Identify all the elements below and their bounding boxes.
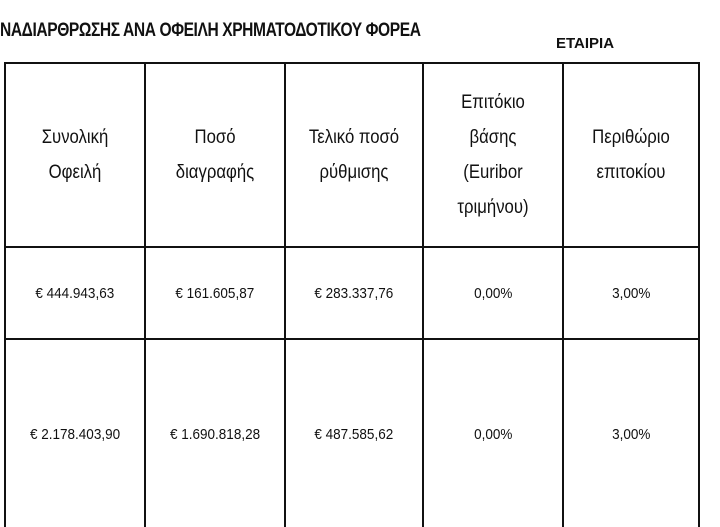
cell-total-debt: € 444.943,63 [5,247,145,339]
debt-restructuring-table [4,62,700,527]
table-row [5,339,699,527]
header-interest-margin: Περιθώριο επιτοκίου [563,63,699,247]
table-row [5,247,699,339]
cell-interest-margin: 3,00% [563,247,699,339]
cell-base-rate: 0,00% [423,247,563,339]
document-title: ΝΑΔΙΑΡΘΡΩΣΗΣ ΑΝΑ ΟΦΕΙΛΗ ΧΡΗΜΑΤΟΔΟΤΙΚΟΥ ΦΟΡΕΑ [0,20,421,41]
header-final-settlement-amount: Τελικό ποσό ρύθμισης [285,63,423,247]
cell-interest-margin: 3,00% [563,339,699,527]
header-total-debt: Συνολική Οφειλή [5,63,145,247]
cell-write-off-amount: € 1.690.818,28 [145,339,285,527]
header-base-rate: Επιτόκιο βάσης (Euribor τριμήνου) [423,63,563,247]
cell-write-off-amount: € 161.605,87 [145,247,285,339]
header-write-off-amount: Ποσό διαγραφής [145,63,285,247]
table-header-row [5,63,699,247]
company-label: ΕΤΑΙΡΙΑ [556,35,615,52]
cell-final-settlement-amount: € 283.337,76 [285,247,423,339]
cell-base-rate: 0,00% [423,339,563,527]
cell-total-debt: € 2.178.403,90 [5,339,145,527]
cell-final-settlement-amount: € 487.585,62 [285,339,423,527]
